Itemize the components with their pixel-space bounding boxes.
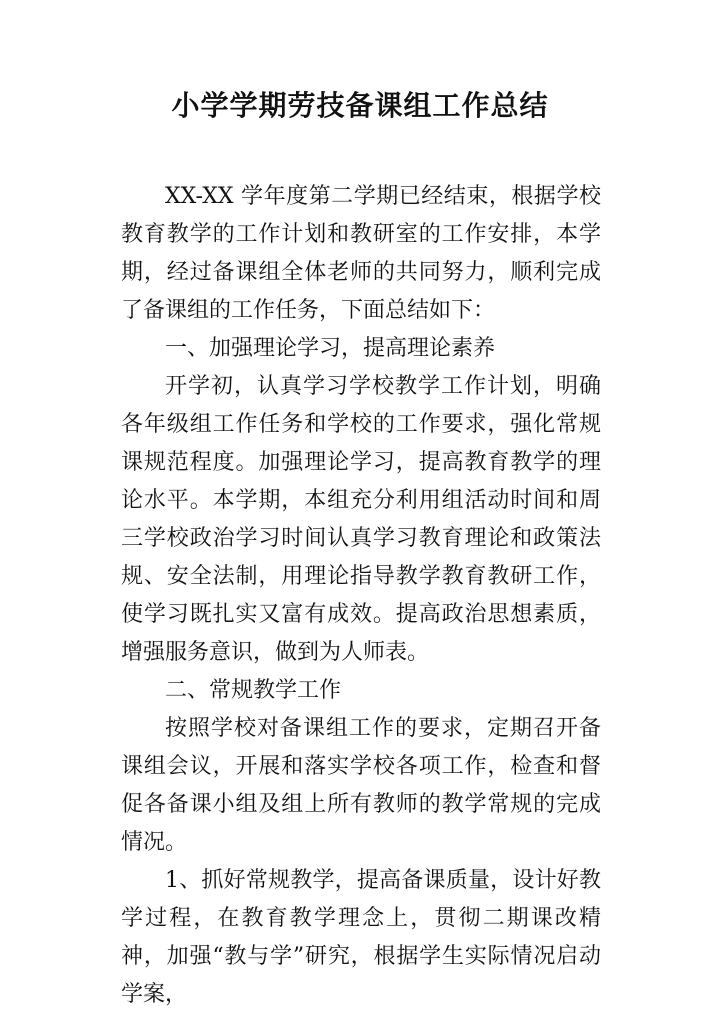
- section-heading-1: 一、加强理论学习，提高理论素养: [165, 336, 496, 361]
- document-body: [121, 178, 601, 1014]
- intro-paragraph: XX-XX 学年度第二学期已经结束，根据学校教育教学的工作计划和教研室的工作安排，本学期，经过备课组全体老师的共同努力，顺利完成了备课组的工作任务，下面总结如下：: [121, 184, 601, 323]
- section-heading-2: 二、常规教学工作: [165, 678, 342, 703]
- section-2-paragraph: 按照学校对备课组工作的要求，定期召开备课组会议，开展和落实学校各项工作，检查和督促各备课小组及组上所有教师的教学常规的完成情况。: [121, 716, 601, 855]
- section-2-item-1-paragraph: 1、抓好常规教学，提高备课质量，设计好教学过程，在教育教学理念上，贯彻二期课改精神，加强“教与学”研究，根据学生实际情况启动学案，: [121, 868, 601, 1007]
- section-1-paragraph: 开学初，认真学习学校教学工作计划，明确各年级组工作任务和学校的工作要求，强化常规课规范程度。加强理论学习，提高教育教学的理论水平。本学期，本组充分利用组活动时间和周三学校政治学习时间认真学习教育理论和政策法规、安全法制，用理论指导教学教育教研工作，使学习既扎实又富有成效。提高政治思想素质，增强服务意识，做到为人师表。: [121, 374, 601, 665]
- document-title: 小学学期劳技备课组工作总结: [171, 89, 549, 122]
